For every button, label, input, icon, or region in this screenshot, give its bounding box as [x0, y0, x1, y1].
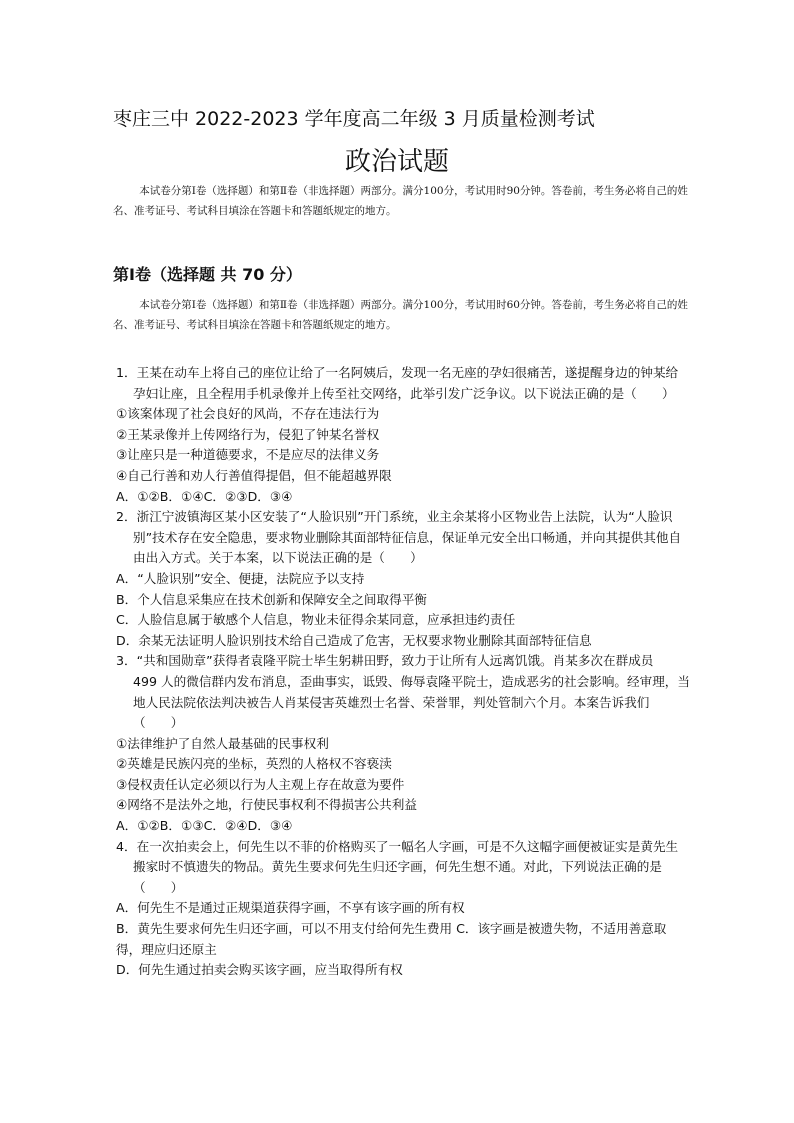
- option-b: B．个人信息采集应在技术创新和保障安全之间取得平衡: [116, 591, 427, 607]
- question-stem: 1．王某在动车上将自己的座位让给了一名阿姨后，发现一名无座的孕妇很痛苦，遂提醒身边的钟某给孕妇让座，且全程用手机录像并上传至社交网络，此举引发广泛争议。以下说法正确的是（ ）: [116, 365, 679, 401]
- option-d: D．何先生通过拍卖会购买该字画，应当取得所有权: [116, 962, 403, 978]
- answer-options: A．①②B．①④C．②③D．③④: [116, 488, 293, 504]
- section-title: 第Ⅰ卷（选择题 共 70 分）: [113, 265, 302, 284]
- question-line: ④网络不是法外之地，行使民事权利不得损害公共利益: [116, 797, 417, 813]
- question-line: ①法律维护了自然人最基础的民事权利: [116, 735, 329, 751]
- option-d: D．余某无法证明人脸识别技术给自己造成了危害，无权要求物业删除其面部特征信息: [116, 632, 592, 648]
- exam-notice: 本试卷分第Ⅰ卷（选择题）和第Ⅱ卷（非选择题）两部分。满分100分，考试用时90分钟。答卷前，考生务必将自己的姓名、准考证号、考试科目填涂在答题卡和答题纸规定的地方。: [113, 185, 688, 217]
- section-notice: 本试卷分第Ⅰ卷（选择题）和第Ⅱ卷（非选择题）两部分。满分100分，考试用时60分钟。答卷前，考生务必将自己的姓名、准考证号、考试科目填涂在答题卡和答题纸规定的地方。: [113, 299, 688, 331]
- question-3: [116, 651, 690, 836]
- question-stem: 3．“共和国勋章”获得者袁隆平院士毕生躬耕田野，致力于让所有人远离饥饿。肖某多次在群成员 499 人的微信群内发布消息，歪曲事实，诋毁、侮辱袁隆平院士，造成恶劣的社会影响。经审理，当地人民法院依法判决被告人肖某侵害英雄烈士名誉、荣誉罪，判处管制六个月。本案告诉我们（ ）: [116, 653, 690, 731]
- option-a: A．何先生不是通过正规渠道获得字画，不享有该字画的所有权: [116, 900, 465, 916]
- question-line: ③侵权责任认定必须以行为人主观上存在故意为要件: [116, 776, 405, 792]
- option-b-c: B．黄先生要求何先生归还字画，可以不用支付给何先生费用 C．该字画是被遗失物，不适用善意取得，理应归还原主: [116, 921, 667, 957]
- question-list: [116, 363, 690, 981]
- answer-options: A．①②B．①③C．②④D．③④: [116, 818, 293, 834]
- question-4: [116, 837, 690, 981]
- question-stem: 2．浙江宁波镇海区某小区安装了“人脸识别”开门系统，业主余某将小区物业告上法院，认为“人脸识别”技术存在安全隐患，要求物业删除其面部特征信息，保证单元安全出口畅通，并向其提供其他自由出入方式。关于本案，以下说法正确的是（ ）: [116, 509, 682, 566]
- question-line: ②王某录像并上传网络行为，侵犯了钟某名誉权: [116, 426, 380, 442]
- question-line: ③让座只是一种道德要求，不是应尽的法律义务: [116, 447, 380, 463]
- exam-title: 枣庄三中 2022-2023 学年度高二年级 3 月质量检测考试: [113, 108, 595, 130]
- question-line: ④自己行善和劝人行善值得提倡，但不能超越界限: [116, 467, 392, 483]
- question-1: [116, 363, 690, 507]
- question-stem: 4．在一次拍卖会上，何先生以不菲的价格购买了一幅名人字画，可是不久这幅字画便被证实是黄先生搬家时不慎遗失的物品。黄先生要求何先生归还字画，何先生想不通。对此，下列说法正确的是（ ）: [116, 838, 679, 895]
- question-2: [116, 507, 690, 651]
- option-c: C．人脸信息属于敏感个人信息，物业未征得余某同意，应承担违约责任: [116, 612, 516, 628]
- question-line: ②英雄是民族闪亮的坐标，英烈的人格权不容亵渎: [116, 756, 392, 772]
- question-line: ①该案体现了社会良好的风尚，不存在违法行为: [116, 406, 380, 422]
- option-a: A．“人脸识别”安全、便捷，法院应予以支持: [116, 570, 365, 586]
- subject-title: 政治试题: [344, 147, 449, 177]
